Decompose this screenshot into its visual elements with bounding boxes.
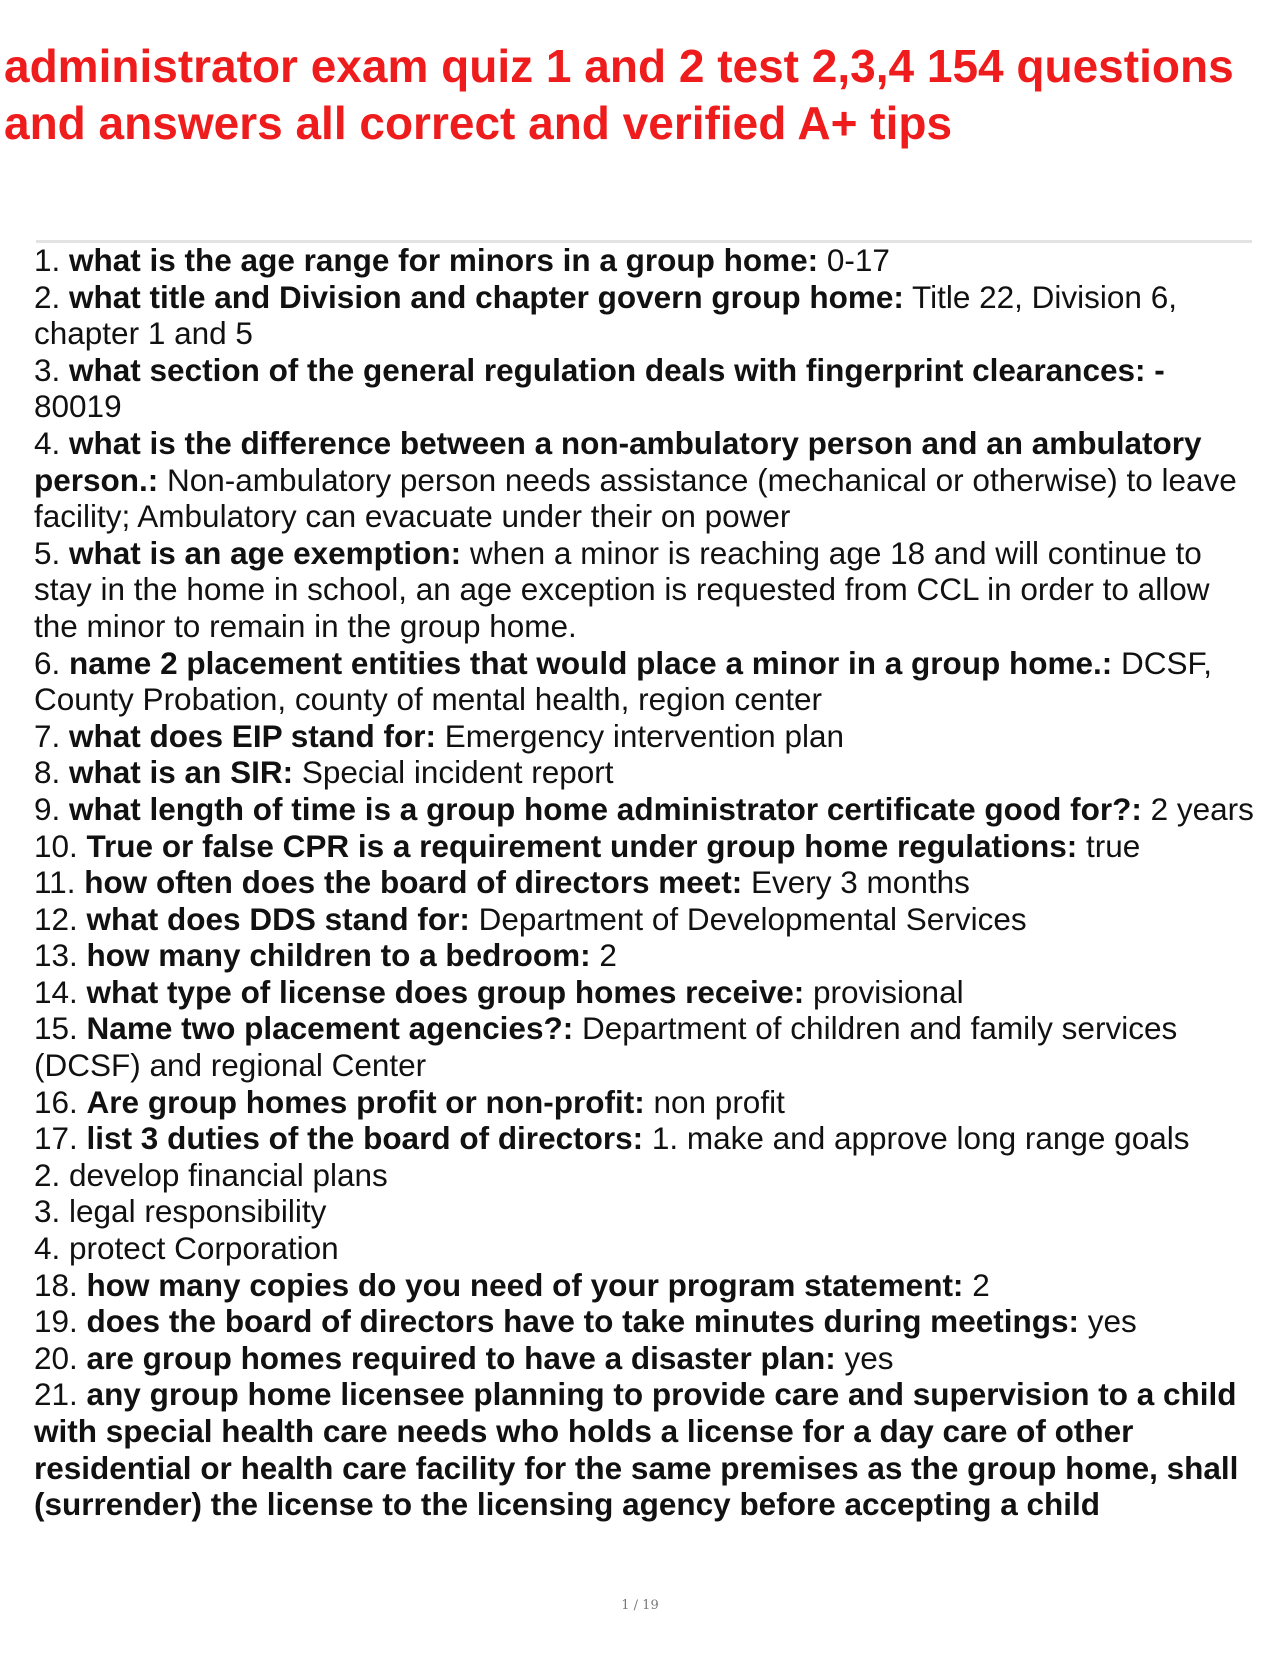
qa-item-19 xyxy=(34,1303,1254,1340)
qa-item-20 xyxy=(34,1340,1254,1377)
item-number: 15. xyxy=(34,1010,87,1047)
question-text: list 3 duties of the board of directors: xyxy=(86,1120,644,1157)
answer-text: non profit xyxy=(644,1083,785,1120)
qa-item-11 xyxy=(34,864,1254,901)
qa-item-15 xyxy=(34,1010,1254,1083)
answer-text: Title 22, Division 6, chapter 1 and 5 xyxy=(34,278,1177,352)
question-text: what is an age exemption: xyxy=(69,534,462,571)
answer-text: Every 3 months xyxy=(742,864,970,901)
item-number: 8. xyxy=(34,754,70,791)
question-text: True or false CPR is a requirement under group home regulations: xyxy=(86,827,1078,864)
question-text: what is the difference between a non-ambulatory person and an ambulatory person.: xyxy=(34,424,1202,498)
answer-text: Department of children and family services (DCSF) and regional Center xyxy=(34,1010,1178,1084)
qa-item-18 xyxy=(34,1267,1254,1304)
answer-text: DCSF, County Probation, county of mental health, region center xyxy=(34,644,1212,718)
answer-text: Department of Developmental Services xyxy=(469,900,1027,937)
question-text: what is an SIR: xyxy=(69,754,294,791)
item-number: 4. xyxy=(34,424,70,461)
answer-text: provisional xyxy=(804,973,964,1010)
item-number: 3. xyxy=(34,351,70,388)
answer-text: yes xyxy=(1078,1303,1137,1340)
question-text: what title and Division and chapter govern group home: xyxy=(69,278,904,315)
item-number: 12. xyxy=(34,900,87,937)
page-number: 1 / 19 xyxy=(621,1598,659,1613)
question-text: Name two placement agencies?: xyxy=(86,1010,574,1047)
item-number: 18. xyxy=(34,1266,87,1303)
question-text: what type of license does group homes receive: xyxy=(86,973,805,1010)
answer-text: 2 years xyxy=(1141,790,1254,827)
item-number: 5. xyxy=(34,534,70,571)
question-text: any group home licensee planning to provide care and supervision to a child with special health care needs who holds a license for a day care of other residential or health care facility for the same premises as the group home, shall (surrender) the license to the licensing agency before accepting a child xyxy=(34,1376,1239,1523)
question-text: what is the age range for minors in a group home: xyxy=(69,242,819,278)
qa-item-17 xyxy=(34,1120,1254,1266)
item-number: 6. xyxy=(34,644,70,681)
item-number: 21. xyxy=(34,1376,87,1413)
qa-item-2 xyxy=(34,279,1254,352)
qa-item-10 xyxy=(34,828,1254,865)
question-text: how many children to a bedroom: xyxy=(86,937,591,974)
qa-item-4 xyxy=(34,425,1254,535)
question-text: Are group homes profit or non-profit: xyxy=(86,1083,645,1120)
question-text: what length of time is a group home administrator certificate good for?: xyxy=(69,790,1142,827)
answer-text: 1. make and approve long range goals 2. develop financial plans 3. legal responsibility 4. protect Corporation xyxy=(34,1120,1190,1267)
qa-list xyxy=(34,242,1254,1523)
question-text: how many copies do you need of your program statement: xyxy=(86,1266,964,1303)
qa-item-9 xyxy=(34,791,1254,828)
answer-text: 0-17 xyxy=(818,242,890,278)
item-number: 10. xyxy=(34,827,87,864)
question-text: how often does the board of directors meet: xyxy=(84,864,743,901)
question-text: does the board of directors have to take minutes during meetings: xyxy=(86,1303,1079,1340)
item-number: 7. xyxy=(34,717,70,754)
item-number: 11. xyxy=(34,864,85,901)
item-number: 13. xyxy=(34,937,87,974)
qa-item-6 xyxy=(34,645,1254,718)
answer-text: yes xyxy=(835,1339,894,1376)
item-number: 9. xyxy=(34,790,70,827)
qa-item-14 xyxy=(34,974,1254,1011)
question-text: name 2 placement entities that would place a minor in a group home.: xyxy=(69,644,1113,681)
qa-item-7 xyxy=(34,718,1254,755)
answer-text: 80019 xyxy=(34,388,122,425)
qa-item-21 xyxy=(34,1376,1254,1522)
qa-item-1 xyxy=(34,242,1254,279)
answer-text: when a minor is reaching age 18 and will continue to stay in the home in school, an age exception is requested from CCL in order to allow the minor to remain in the group home. xyxy=(34,534,1210,644)
item-number: 16. xyxy=(34,1083,87,1120)
item-number: 19. xyxy=(34,1303,87,1340)
item-number: 20. xyxy=(34,1339,87,1376)
answer-text: Emergency intervention plan xyxy=(436,717,844,754)
item-number: 1. xyxy=(34,242,70,278)
item-number: 14. xyxy=(34,973,87,1010)
answer-text: Special incident report xyxy=(293,754,614,791)
item-number: 2. xyxy=(34,278,70,315)
question-text: what does EIP stand for: xyxy=(69,717,437,754)
answer-text: Non-ambulatory person needs assistance (mechanical or otherwise) to leave facility; Ambulatory can evacuate under their on power xyxy=(34,461,1237,535)
document-title: administrator exam quiz 1 and 2 test 2,3,4 154 questions and answers all correct and verified A+ tips xyxy=(4,40,1234,149)
qa-item-16 xyxy=(34,1084,1254,1121)
qa-item-3 xyxy=(34,352,1254,425)
question-text: what does DDS stand for: xyxy=(86,900,470,937)
answer-text: 2 xyxy=(590,937,617,974)
question-text: what section of the general regulation deals with fingerprint clearances: - xyxy=(69,351,1165,388)
answer-text: true xyxy=(1077,827,1141,864)
qa-item-8 xyxy=(34,754,1254,791)
item-number: 17. xyxy=(34,1120,87,1157)
qa-item-5 xyxy=(34,535,1254,645)
question-text: are group homes required to have a disaster plan: xyxy=(86,1339,836,1376)
answer-text: 2 xyxy=(963,1266,990,1303)
qa-item-12 xyxy=(34,901,1254,938)
qa-item-13 xyxy=(34,937,1254,974)
